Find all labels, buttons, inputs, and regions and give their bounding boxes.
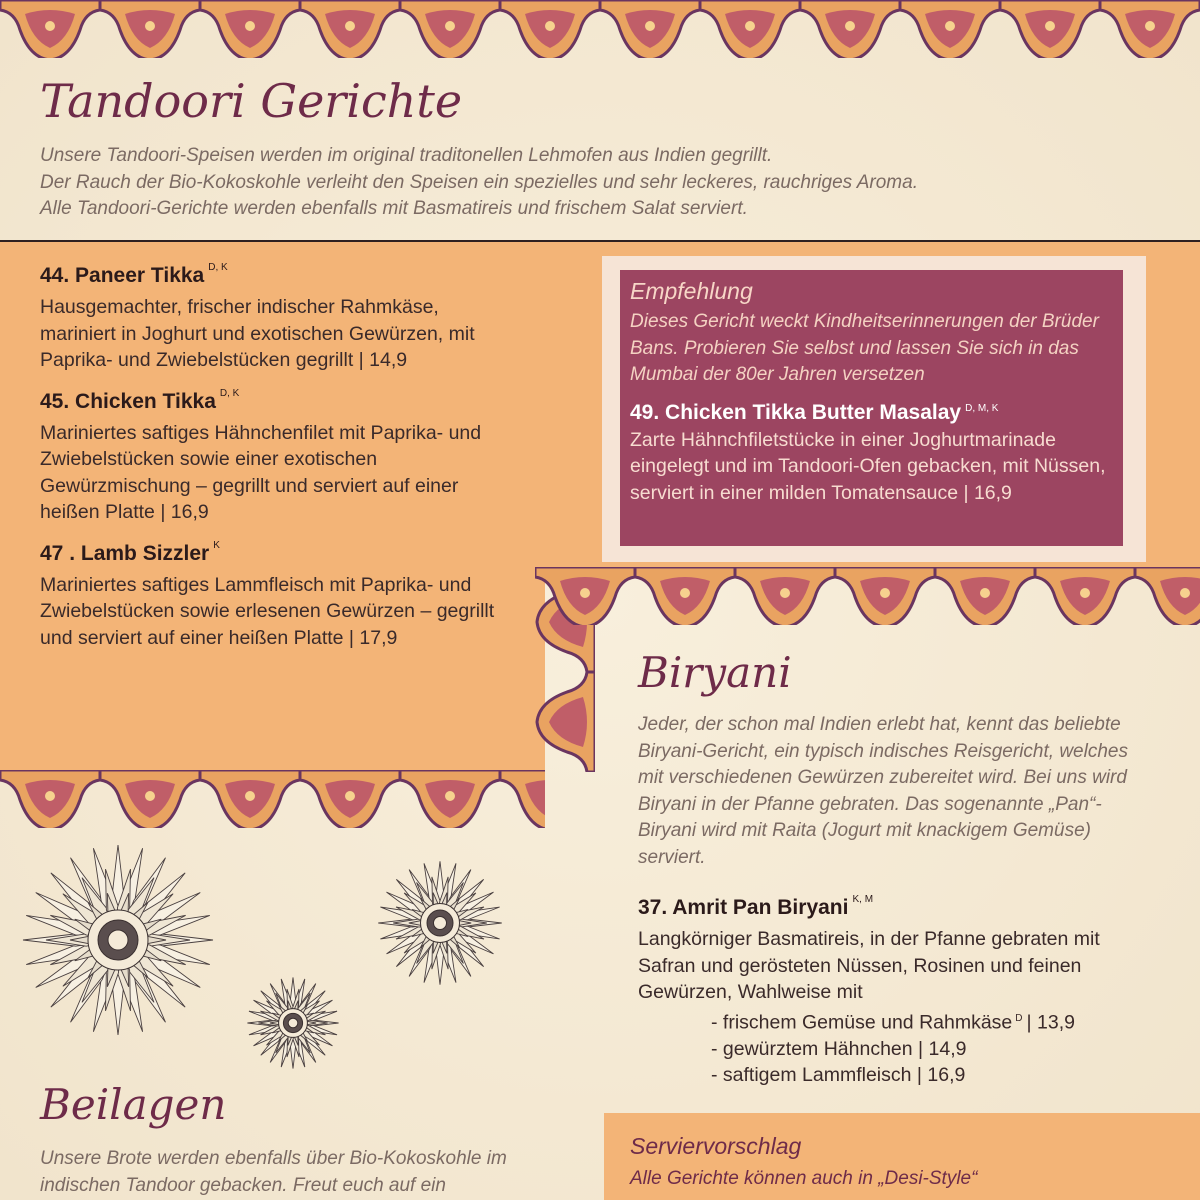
biryani-title: Biryani — [638, 648, 792, 697]
dish-name: 47 . Lamb Sizzler — [40, 541, 210, 565]
recommendation-text: Dieses Gericht weckt Kindheitserinnerungen der Brüder Bans. Probieren Sie selbst und lassen Sie sich in das Mumbai der 80er Jahren versetzen — [630, 311, 1099, 385]
mandala-medium-icon — [375, 858, 505, 988]
dish-name: 44. Paneer Tikka — [40, 264, 205, 287]
dish-title — [40, 539, 500, 566]
tandoori-title: Tandoori Gerichte — [40, 74, 463, 128]
dish-title — [40, 387, 500, 414]
tandoori-dish-list — [40, 264, 500, 651]
option-text: - saftigem Lammfleisch — [711, 1064, 912, 1086]
panel-bottom-ornament — [0, 770, 545, 830]
dish-description: Mariniertes saftiges Hähnchenfilet mit Paprika- und Zwiebelstücken sowie einer exotischen Gewürzmischung – gegrillt und serviert auf einer heißen Platte | 16,9 — [40, 421, 482, 523]
menu-item — [40, 264, 500, 374]
dish-title — [638, 896, 1158, 920]
dish-option — [711, 1036, 1158, 1063]
menu-item — [638, 896, 1158, 1089]
option-price: | 14,9 — [918, 1037, 967, 1060]
dish-title — [40, 264, 500, 288]
recommendation-title: Empfehlung — [630, 278, 753, 304]
dish-description: Zarte Hähnchfiletstücke in einer Joghurtmarinade eingelegt und im Tandoori-Ofen gebacken, mit Nüssen, serviert in einer milden Tomatensauce | 16,9 — [630, 428, 1106, 504]
dish-name: 45. Chicken Tikka — [40, 389, 216, 413]
tandoori-intro-line: Alle Tandoori-Gerichte werden ebenfalls mit Basmatireis und frischem Salat serviert. — [40, 198, 748, 219]
allergen-codes: D, M, K — [965, 402, 999, 414]
option-price: | 16,9 — [916, 1064, 966, 1086]
recommendation-box — [620, 270, 1123, 546]
serving-suggestion-box — [604, 1113, 1200, 1200]
allergen-codes: D, K — [219, 387, 240, 399]
mid-ornament-border — [535, 567, 1200, 627]
option-price: | 13,9 — [1026, 1011, 1075, 1033]
allergen-codes: D — [1015, 1012, 1023, 1024]
serving-title: Serviervorschlag — [630, 1133, 802, 1159]
dish-option — [711, 1062, 1158, 1089]
tandoori-intro-line: Der Rauch der Bio-Kokoskohle verleiht den Speisen ein spezielles und sehr leckeres, rauchriges Aroma. — [40, 171, 918, 193]
biryani-intro: Jeder, der schon mal Indien erlebt hat, kennt das beliebte Biryani-Gericht, ein typisch indisches Reisgericht, welches mit verschiedenen Gewürzen zubereitet wird. Bei uns wird Biryani in der Pfanne gebraten. Das sogenannte „Pan“-Biryani wird mit Raita (Jogurt mit knackigem Gemüse) serviert. — [638, 714, 1128, 868]
menu-item — [40, 539, 500, 652]
beilagen-title: Beilagen — [40, 1080, 227, 1129]
dish-description: Langkörniger Basmatireis, in der Pfanne gebraten mit Safran und gerösteten Nüssen, Rosinen und feinen Gewürzen, Wahlweise mit — [638, 928, 1100, 1003]
option-text: - gewürztem Hähnchen — [711, 1037, 913, 1060]
dish-option — [711, 1006, 1158, 1036]
dish-description: Hausgemachter, frischer indischer Rahmkäse, mariniert in Joghurt und exotischen Gewürzen, mit Paprika- und Zwiebelstücken gegrillt | 14,9 — [40, 296, 475, 371]
mandala-small-icon — [245, 975, 341, 1071]
tandoori-intro-line: Unsere Tandoori-Speisen werden im original traditonellen Lehmofen aus Indien gegrillt. — [40, 145, 773, 166]
top-ornament-border — [0, 0, 1200, 58]
dish-description: Mariniertes saftiges Lammfleisch mit Paprika- und Zwiebelstücken sowie erlesenen Gewürzen – gegrillt und serviert auf einer heißen Platte | 17,9 — [40, 573, 495, 649]
tandoori-intro — [40, 143, 1160, 223]
beilagen-intro: Unsere Brote werden ebenfalls über Bio-Kokoskohle im indischen Tandoor gebacken. Freut euch auf ein — [40, 1148, 507, 1196]
mandala-large-icon — [18, 840, 218, 1040]
serving-text: Alle Gerichte können auch in „Desi-Style“ — [630, 1168, 978, 1189]
dish-options — [711, 1006, 1158, 1089]
option-text: - frischem Gemüse und Rahmkäse — [711, 1011, 1013, 1033]
allergen-codes: K — [213, 539, 220, 551]
dish-title — [630, 401, 1113, 425]
dish-name: 37. Amrit Pan Biryani — [638, 896, 849, 919]
allergen-codes: D, K — [208, 262, 228, 273]
menu-item — [40, 387, 500, 526]
allergen-codes: K, M — [852, 894, 874, 905]
dish-name: 49. Chicken Tikka Butter Masalay — [630, 400, 962, 424]
